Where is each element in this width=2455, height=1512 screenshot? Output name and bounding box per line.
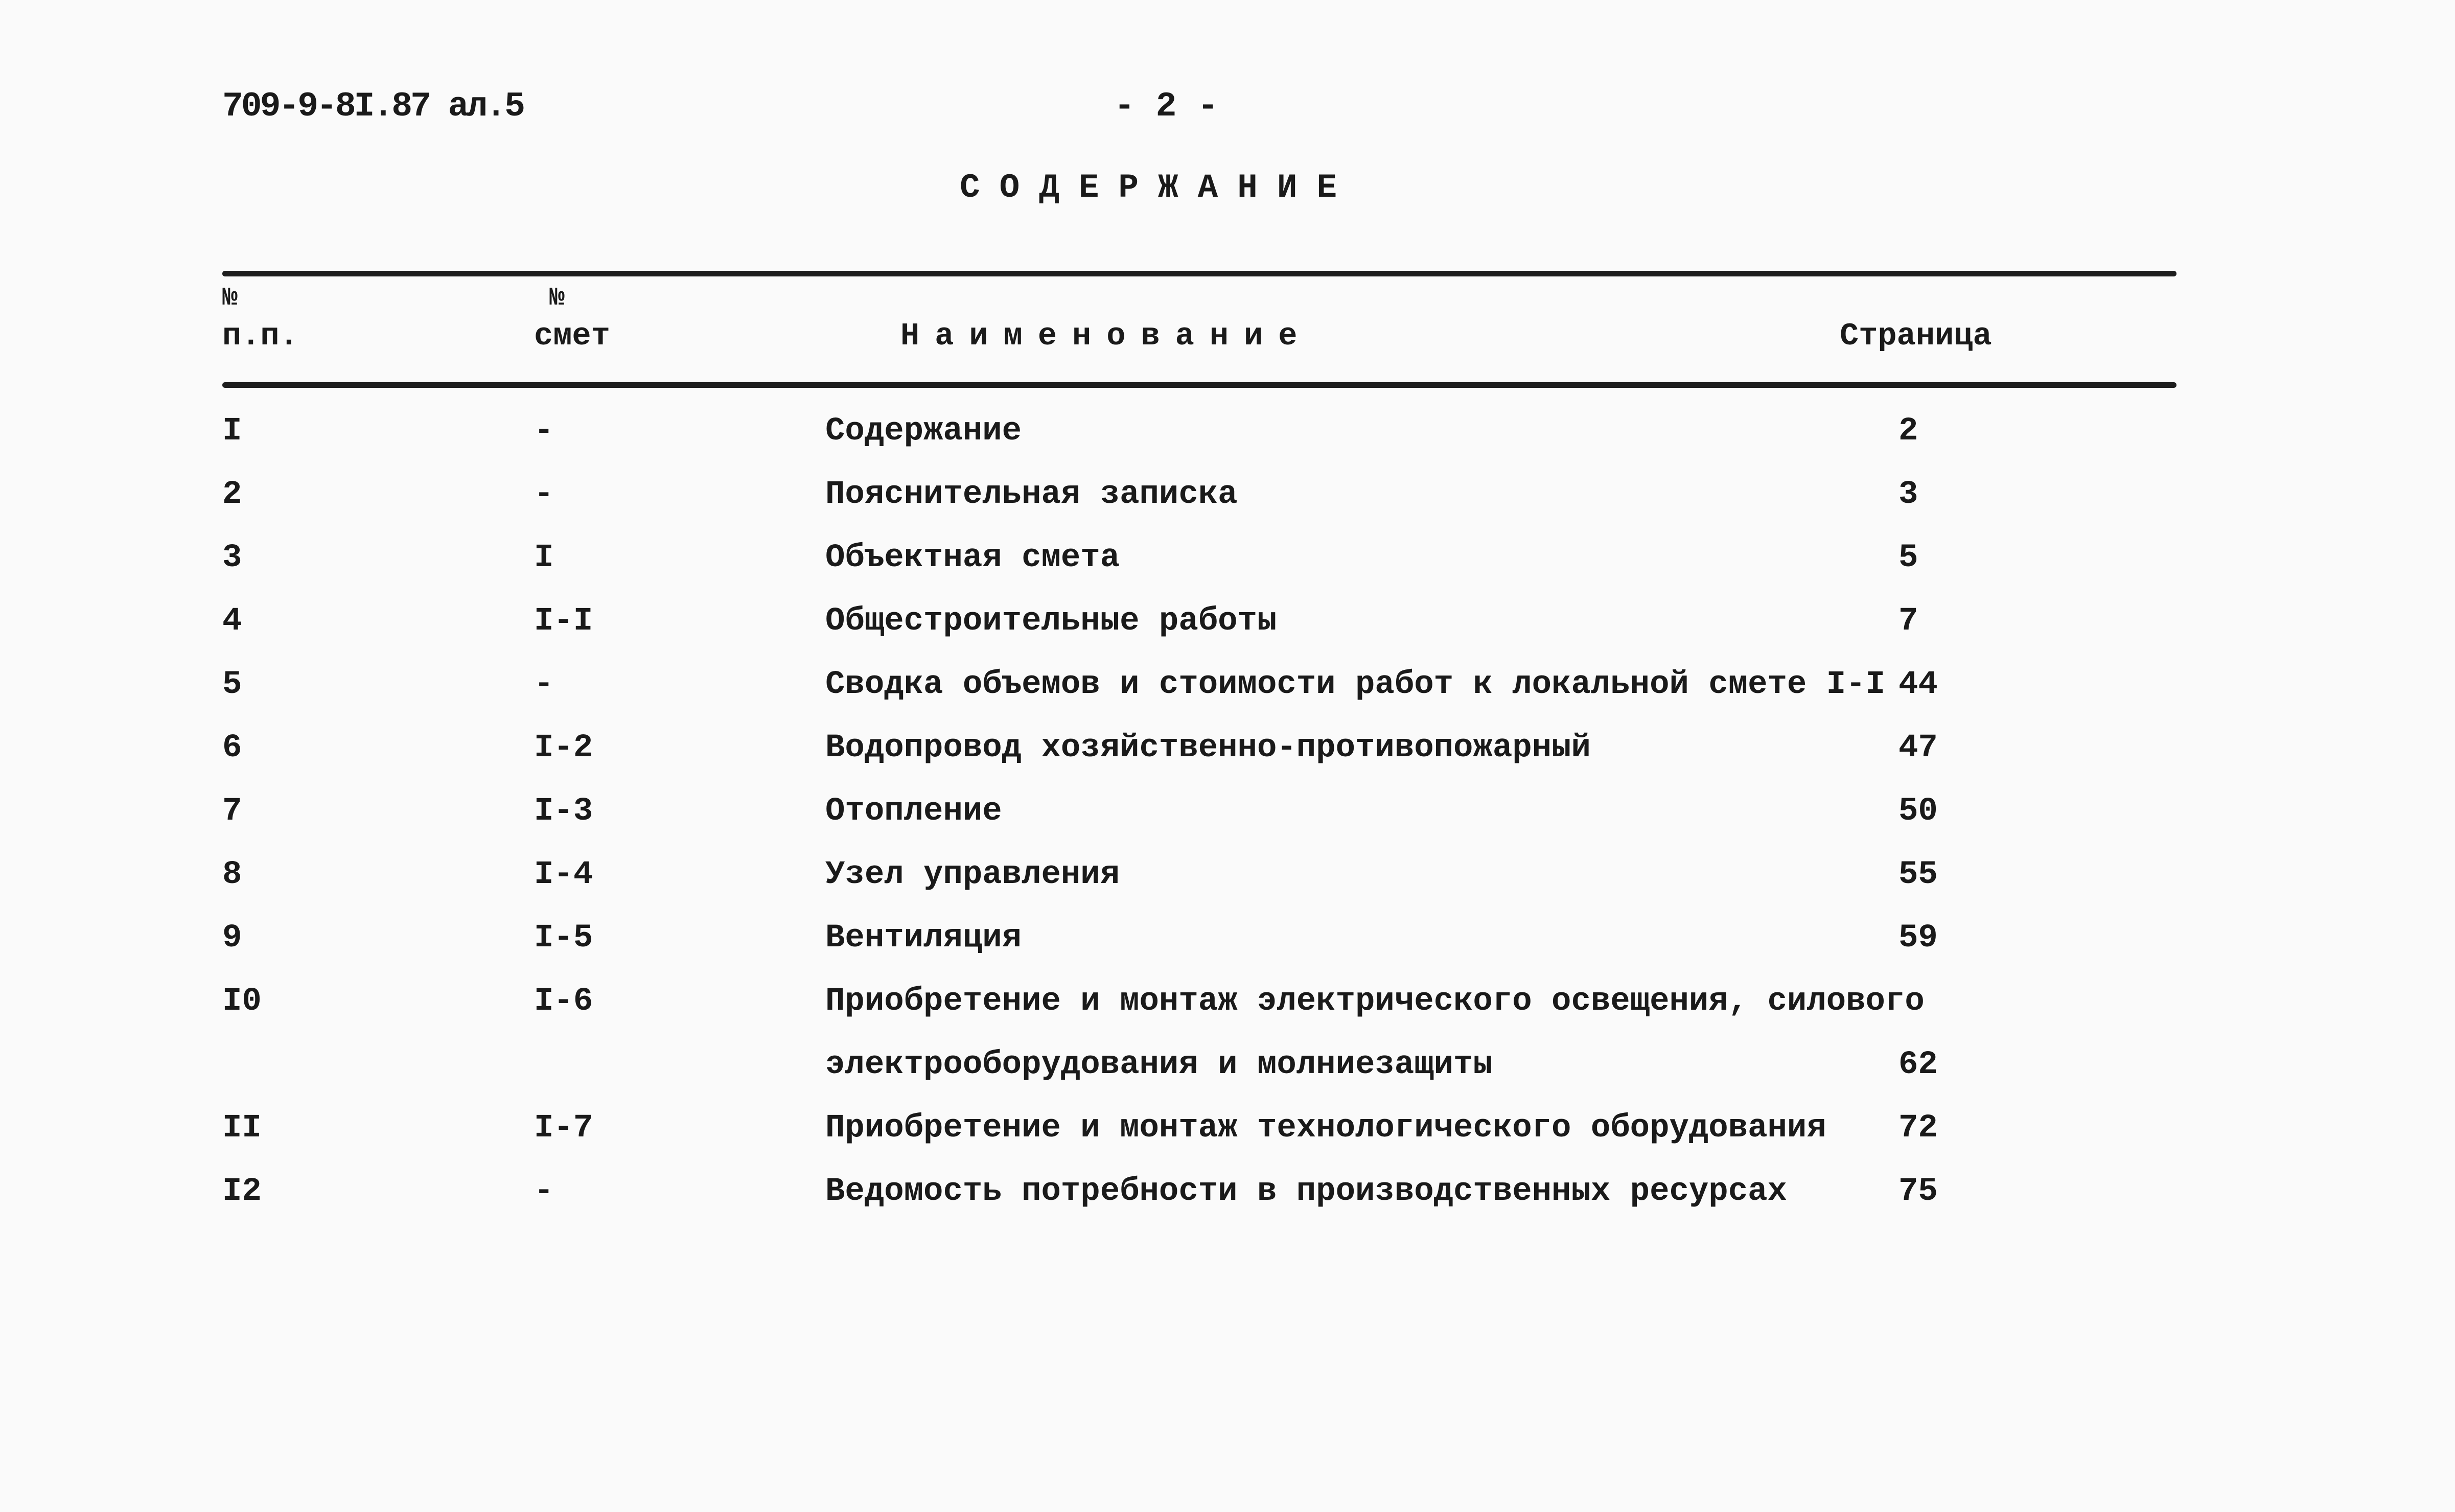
row-name: Пояснительная записка [825,476,1238,513]
table-header-rule [222,382,2176,388]
row-name: Приобретение и монтаж электрического освещения, силового [825,983,1925,1020]
column-header-page: Страница [1840,318,1992,354]
row-page: 50 [1898,793,1938,830]
row-name: Вентиляция [825,920,1022,957]
row-name: Содержание [825,413,1022,450]
row-name: Отопление [825,793,1002,830]
row-name: Ведомость потребности в производственных ресурсах [825,1173,1787,1210]
row-number: I0 [222,983,262,1020]
row-estimate: I [534,540,554,576]
table-row [0,1110,2455,1173]
row-number: I2 [222,1173,262,1210]
row-number: 8 [222,856,242,893]
row-page: 3 [1898,476,1918,513]
table-top-rule [222,271,2176,276]
document-code: 709-9-8I.87 ал.5 [222,87,523,126]
row-number: 9 [222,920,242,957]
table-row [0,666,2455,730]
column-header-number-sign: № [222,284,238,313]
row-estimate: I-3 [534,793,593,830]
row-page: 47 [1898,730,1938,766]
row-estimate: I-6 [534,983,593,1020]
row-page: 5 [1898,540,1918,576]
column-header-item-number: п.п. [222,318,298,354]
row-number: I [222,413,242,450]
table-row [0,540,2455,603]
table-row [0,856,2455,920]
table-row [0,793,2455,856]
table-row [0,476,2455,540]
row-number: 6 [222,730,242,766]
row-estimate: I-4 [534,856,593,893]
table-row [0,603,2455,666]
row-page: 55 [1898,856,1938,893]
row-estimate: I-I [534,603,593,640]
page-title: СОДЕРЖАНИЕ [960,169,1357,207]
row-estimate: - [534,1173,554,1210]
row-page: 72 [1898,1110,1938,1147]
row-number: 4 [222,603,242,640]
row-number: 2 [222,476,242,513]
table-row [0,413,2455,476]
row-estimate: - [534,413,554,450]
row-name: Водопровод хозяйственно-противопожарный [825,730,1591,766]
row-number: 3 [222,540,242,576]
row-name: Приобретение и монтаж технологического оборудования [825,1110,1826,1147]
table-row [0,983,2455,1046]
row-page: 44 [1898,666,1938,703]
row-name: Общестроительные работы [825,603,1277,640]
table-row [0,1173,2455,1237]
row-page: 2 [1898,413,1918,450]
row-estimate: I-7 [534,1110,593,1147]
row-page: 75 [1898,1173,1938,1210]
column-header-name: Наименование [900,318,1313,354]
table-row [0,1046,2455,1110]
page-number: - 2 - [1114,87,1219,126]
row-page: 7 [1898,603,1918,640]
row-estimate: - [534,476,554,513]
row-name: Сводка объемов и стоимости работ к локальной смете I-I [825,666,1885,703]
row-estimate: - [534,666,554,703]
row-number: 7 [222,793,242,830]
row-estimate: I-2 [534,730,593,766]
row-name: Объектная смета [825,540,1120,576]
table-row [0,730,2455,793]
column-header-number-sign: № [549,284,565,313]
table-row [0,920,2455,983]
row-number: II [222,1110,262,1147]
row-estimate: I-5 [534,920,593,957]
row-page: 62 [1898,1046,1938,1083]
row-name: Узел управления [825,856,1120,893]
row-name: электрооборудования и молниезащиты [825,1046,1493,1083]
row-page: 59 [1898,920,1938,957]
row-number: 5 [222,666,242,703]
column-header-estimate: смет [534,318,610,354]
